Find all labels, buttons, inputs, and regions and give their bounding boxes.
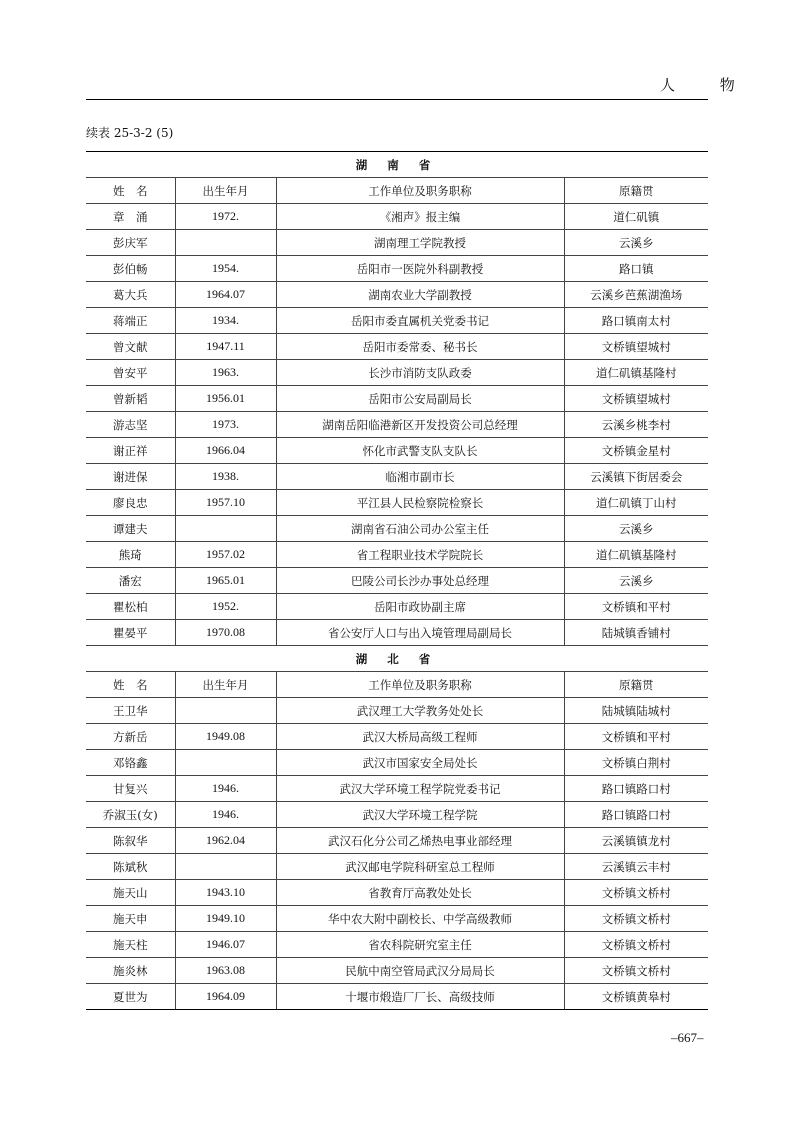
column-header-row <box>86 178 708 204</box>
position-cell: 岳阳市政协副主席 <box>276 594 564 620</box>
hometown-cell: 道仁矶镇基隆村 <box>564 542 708 568</box>
table-row <box>86 594 708 620</box>
position-cell: 巴陵公司长沙办事处总经理 <box>276 568 564 594</box>
birth-date-cell: 1952. <box>175 594 276 620</box>
section-title: 湖 北 省 <box>86 646 708 672</box>
hometown-cell: 文桥镇望城村 <box>564 334 708 360</box>
position-cell: 民航中南空管局武汉分局局长 <box>276 958 564 984</box>
table-row <box>86 880 708 906</box>
table-row <box>86 776 708 802</box>
position-cell: 省公安厅人口与出入境管理局副局长 <box>276 620 564 646</box>
person-name-cell: 廖良忠 <box>86 490 175 516</box>
birth-date-cell: 1956.01 <box>175 386 276 412</box>
birth-date-cell <box>175 516 276 542</box>
position-cell: 岳阳市公安局副局长 <box>276 386 564 412</box>
hometown-cell: 云溪乡桃李村 <box>564 412 708 438</box>
person-name-cell: 谢进保 <box>86 464 175 490</box>
person-name-cell: 蒋端正 <box>86 308 175 334</box>
hometown-cell: 路口镇 <box>564 256 708 282</box>
column-header-birth: 出生年月 <box>175 178 276 204</box>
table-row <box>86 412 708 438</box>
table-row <box>86 620 708 646</box>
position-cell: 武汉石化分公司乙烯热电事业部经理 <box>276 828 564 854</box>
hometown-cell: 文桥镇望城村 <box>564 386 708 412</box>
person-name-cell: 章 涌 <box>86 204 175 230</box>
person-name-cell: 施天柱 <box>86 932 175 958</box>
table-row <box>86 334 708 360</box>
table-row <box>86 568 708 594</box>
birth-date-cell <box>175 698 276 724</box>
birth-date-cell: 1965.01 <box>175 568 276 594</box>
person-name-cell: 游志坚 <box>86 412 175 438</box>
column-header-row <box>86 672 708 698</box>
birth-date-cell: 1949.08 <box>175 724 276 750</box>
column-header-position: 工作单位及职务职称 <box>276 672 564 698</box>
page-section-title: 人 物 <box>660 76 755 94</box>
table-row <box>86 360 708 386</box>
birth-date-cell: 1973. <box>175 412 276 438</box>
hometown-cell: 路口镇路口村 <box>564 802 708 828</box>
birth-date-cell: 1964.07 <box>175 282 276 308</box>
person-name-cell: 陈叙华 <box>86 828 175 854</box>
birth-date-cell: 1962.04 <box>175 828 276 854</box>
person-name-cell: 施天山 <box>86 880 175 906</box>
table-row <box>86 932 708 958</box>
hometown-cell: 文桥镇白荆村 <box>564 750 708 776</box>
position-cell: 省教育厅高教处处长 <box>276 880 564 906</box>
birth-date-cell: 1963.08 <box>175 958 276 984</box>
position-cell: 湖南岳阳临港新区开发投资公司总经理 <box>276 412 564 438</box>
hometown-cell: 文桥镇文桥村 <box>564 880 708 906</box>
person-name-cell: 曾新韬 <box>86 386 175 412</box>
hometown-cell: 云溪镇云丰村 <box>564 854 708 880</box>
birth-date-cell: 1934. <box>175 308 276 334</box>
person-name-cell: 彭庆军 <box>86 230 175 256</box>
column-header-position: 工作单位及职务职称 <box>276 178 564 204</box>
position-cell: 武汉市国家安全局处长 <box>276 750 564 776</box>
person-name-cell: 彭伯畅 <box>86 256 175 282</box>
hometown-cell: 文桥镇和平村 <box>564 724 708 750</box>
table-caption: 续表 25-3-2 (5) <box>86 126 174 140</box>
position-cell: 湖南理工学院教授 <box>276 230 564 256</box>
table-row <box>86 256 708 282</box>
birth-date-cell: 1949.10 <box>175 906 276 932</box>
birth-date-cell <box>175 854 276 880</box>
person-name-cell: 曾文献 <box>86 334 175 360</box>
position-cell: 长沙市消防支队政委 <box>276 360 564 386</box>
person-name-cell: 夏世为 <box>86 984 175 1010</box>
birth-date-cell: 1966.04 <box>175 438 276 464</box>
table-row <box>86 724 708 750</box>
position-cell: 武汉邮电学院科研室总工程师 <box>276 854 564 880</box>
table-row <box>86 308 708 334</box>
position-cell: 临湘市副市长 <box>276 464 564 490</box>
position-cell: 岳阳市一医院外科副教授 <box>276 256 564 282</box>
table-row <box>86 490 708 516</box>
birth-date-cell <box>175 230 276 256</box>
birth-date-cell: 1946. <box>175 776 276 802</box>
person-name-cell: 施天申 <box>86 906 175 932</box>
birth-date-cell: 1957.02 <box>175 542 276 568</box>
person-name-cell: 甘复兴 <box>86 776 175 802</box>
column-header-name: 姓 名 <box>86 672 175 698</box>
birth-date-cell: 1946.07 <box>175 932 276 958</box>
position-cell: 怀化市武警支队支队长 <box>276 438 564 464</box>
person-name-cell: 熊琦 <box>86 542 175 568</box>
position-cell: 岳阳市委直属机关党委书记 <box>276 308 564 334</box>
hometown-cell: 云溪镇镇龙村 <box>564 828 708 854</box>
birth-date-cell: 1964.09 <box>175 984 276 1010</box>
position-cell: 湖南省石油公司办公室主任 <box>276 516 564 542</box>
table-row <box>86 438 708 464</box>
birth-date-cell: 1947.11 <box>175 334 276 360</box>
person-name-cell: 方新岳 <box>86 724 175 750</box>
position-cell: 平江县人民检察院检察长 <box>276 490 564 516</box>
table-row <box>86 802 708 828</box>
position-cell: 省工程职业技术学院院长 <box>276 542 564 568</box>
table-row <box>86 906 708 932</box>
birth-date-cell: 1943.10 <box>175 880 276 906</box>
hometown-cell: 文桥镇文桥村 <box>564 932 708 958</box>
hometown-cell: 路口镇南太村 <box>564 308 708 334</box>
hometown-cell: 道仁矶镇 <box>564 204 708 230</box>
table-row <box>86 750 708 776</box>
person-name-cell: 谭建夫 <box>86 516 175 542</box>
person-name-cell: 邓铬鑫 <box>86 750 175 776</box>
position-cell: 十堰市煅造厂厂长、高级技师 <box>276 984 564 1010</box>
position-cell: 武汉大学环境工程学院党委书记 <box>276 776 564 802</box>
position-cell: 华中农大附中副校长、中学高级教师 <box>276 906 564 932</box>
table-row <box>86 464 708 490</box>
person-name-cell: 乔淑玉(女) <box>86 802 175 828</box>
table-row <box>86 230 708 256</box>
birth-date-cell: 1970.08 <box>175 620 276 646</box>
header-rule <box>86 99 708 100</box>
person-name-cell: 曾安平 <box>86 360 175 386</box>
hometown-cell: 文桥镇文桥村 <box>564 906 708 932</box>
hometown-cell: 云溪乡芭蕉湖渔场 <box>564 282 708 308</box>
person-name-cell: 陈斌秋 <box>86 854 175 880</box>
roster-body <box>86 152 708 1010</box>
birth-date-cell <box>175 750 276 776</box>
hometown-cell: 云溪乡 <box>564 230 708 256</box>
hometown-cell: 道仁矶镇丁山村 <box>564 490 708 516</box>
hometown-cell: 文桥镇金星村 <box>564 438 708 464</box>
hometown-cell: 云溪乡 <box>564 516 708 542</box>
hometown-cell: 陆城镇香铺村 <box>564 620 708 646</box>
position-cell: 武汉大桥局高级工程师 <box>276 724 564 750</box>
hometown-cell: 文桥镇和平村 <box>564 594 708 620</box>
birth-date-cell: 1957.10 <box>175 490 276 516</box>
column-header-name: 姓 名 <box>86 178 175 204</box>
table-row <box>86 828 708 854</box>
section-header-row <box>86 152 708 178</box>
person-name-cell: 施炎林 <box>86 958 175 984</box>
section-title: 湖 南 省 <box>86 152 708 178</box>
table-row <box>86 516 708 542</box>
hometown-cell: 陆城镇陆城村 <box>564 698 708 724</box>
person-name-cell: 葛大兵 <box>86 282 175 308</box>
table-row <box>86 854 708 880</box>
table-row <box>86 204 708 230</box>
person-name-cell: 瞿松柏 <box>86 594 175 620</box>
hometown-cell: 云溪镇下街居委会 <box>564 464 708 490</box>
column-header-hometown: 原籍贯 <box>564 178 708 204</box>
person-name-cell: 潘宏 <box>86 568 175 594</box>
column-header-hometown: 原籍贯 <box>564 672 708 698</box>
page-number: –667– <box>671 1030 704 1045</box>
table-row <box>86 282 708 308</box>
position-cell: 湖南农业大学副教授 <box>276 282 564 308</box>
person-name-cell: 王卫华 <box>86 698 175 724</box>
hometown-cell: 路口镇路口村 <box>564 776 708 802</box>
person-name-cell: 谢正祥 <box>86 438 175 464</box>
table-row <box>86 698 708 724</box>
birth-date-cell: 1963. <box>175 360 276 386</box>
table-row <box>86 542 708 568</box>
hometown-cell: 云溪乡 <box>564 568 708 594</box>
roster-table <box>86 151 708 1010</box>
position-cell: 武汉理工大学教务处处长 <box>276 698 564 724</box>
section-header-row <box>86 646 708 672</box>
hometown-cell: 道仁矶镇基隆村 <box>564 360 708 386</box>
position-cell: 省农科院研究室主任 <box>276 932 564 958</box>
hometown-cell: 文桥镇文桥村 <box>564 958 708 984</box>
birth-date-cell: 1954. <box>175 256 276 282</box>
birth-date-cell: 1946. <box>175 802 276 828</box>
table-row <box>86 958 708 984</box>
person-name-cell: 瞿晏平 <box>86 620 175 646</box>
position-cell: 岳阳市委常委、秘书长 <box>276 334 564 360</box>
birth-date-cell: 1938. <box>175 464 276 490</box>
column-header-birth: 出生年月 <box>175 672 276 698</box>
table-row <box>86 386 708 412</box>
birth-date-cell: 1972. <box>175 204 276 230</box>
table-row <box>86 984 708 1010</box>
position-cell: 武汉大学环境工程学院 <box>276 802 564 828</box>
position-cell: 《湘声》报主编 <box>276 204 564 230</box>
hometown-cell: 文桥镇黄皋村 <box>564 984 708 1010</box>
